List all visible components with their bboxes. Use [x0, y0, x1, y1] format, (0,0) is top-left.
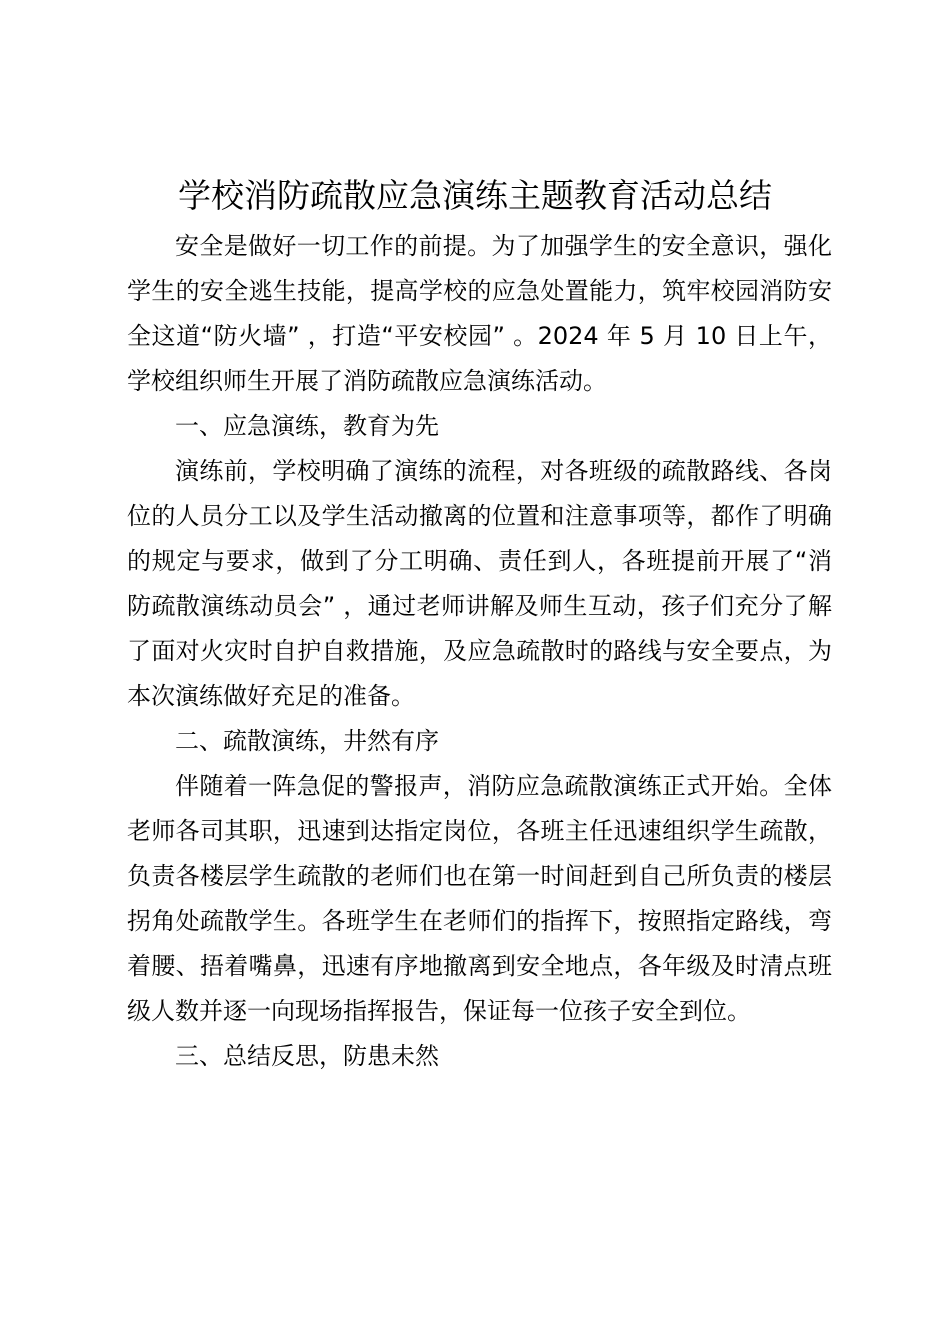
intro-paragraph: 安全是做好一切工作的前提。为了加强学生的安全意识，强化学生的安全逃生技能，提高学校的应急处置能力，筑牢校园消防安全这道“防火墙” ，打造“平安校园” 。2024 年 5 月 10 日上午，学校组织师生开展了消防疏散应急演练活动。 — [127, 232, 832, 395]
section-heading-1: 一、应急演练，教育为先 — [175, 412, 439, 440]
document-body — [127, 224, 832, 1079]
document-title: 学校消防疏散应急演练主题教育活动总结 — [178, 176, 772, 215]
section-heading-2: 二、疏散演练，井然有序 — [175, 727, 439, 755]
section-heading-3: 三、总结反思，防患未然 — [175, 1042, 439, 1070]
section-2-paragraph: 伴随着一阵急促的警报声，消防应急疏散演练正式开始。全体老师各司其职，迅速到达指定岗位，各班主任迅速组织学生疏散，负责各楼层学生疏散的老师们也在第一时间赶到自己所负责的楼层拐角处疏散学生。各班学生在老师们的指挥下，按照指定路线，弯着腰、捂着嘴鼻，迅速有序地撤离到安全地点，各年级及时清点班级人数并逐一向现场指挥报告，保证每一位孩子安全到位。 — [127, 772, 832, 1025]
section-1-paragraph: 演练前，学校明确了演练的流程，对各班级的疏散路线、各岗位的人员分工以及学生活动撤离的位置和注意事项等，都作了明确的规定与要求，做到了分工明确、责任到人，各班提前开展了“消防疏散演练动员会” ，通过老师讲解及师生互动，孩子们充分了解了面对火灾时自护自救措施，及应急疏散时的路线与安全要点，为本次演练做好充足的准备。 — [127, 457, 832, 710]
